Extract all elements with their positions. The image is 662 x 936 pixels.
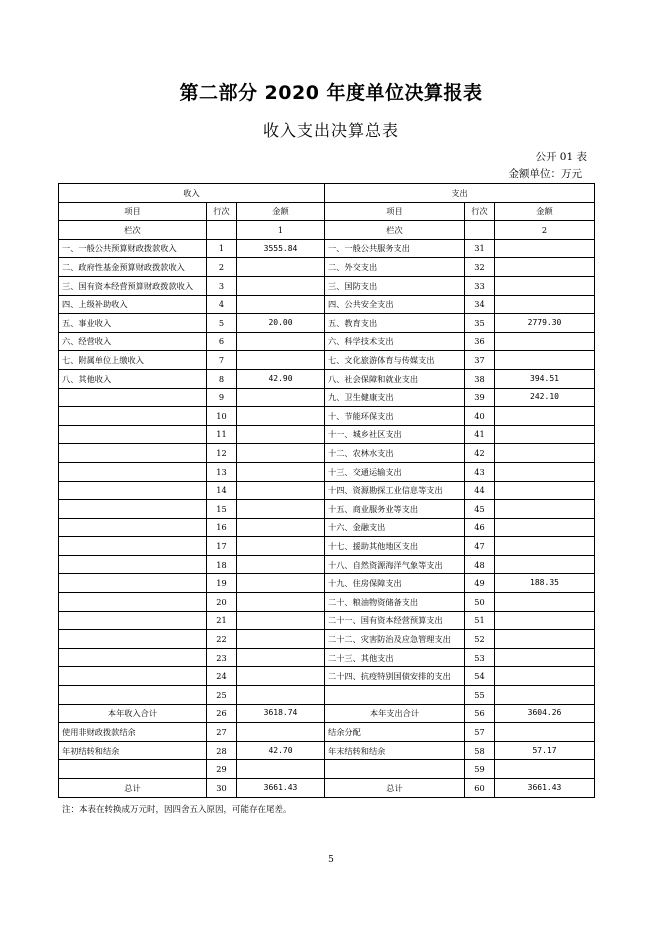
income-amount-cell <box>237 667 325 686</box>
expense-item-cell: 四、公共安全支出 <box>325 295 465 314</box>
income-item-cell: 五、事业收入 <box>59 314 207 333</box>
income-amount-cell <box>237 425 325 444</box>
income-amount-header: 金额 <box>237 202 325 221</box>
expense-amount-cell: 394.51 <box>495 369 595 388</box>
expense-amount-cell <box>495 481 595 500</box>
expense-item-cell: 五、教育支出 <box>325 314 465 333</box>
expense-item-cell: 二、外交支出 <box>325 258 465 277</box>
expense-amount-cell <box>495 760 595 779</box>
table-row <box>59 276 595 295</box>
expense-line-cell: 56 <box>465 704 495 723</box>
expense-item-cell: 年末结转和结余 <box>325 741 465 760</box>
column-number-row <box>59 221 595 240</box>
income-amount-cell <box>237 258 325 277</box>
income-item-cell <box>59 407 207 426</box>
expense-amount-cell <box>495 295 595 314</box>
income-line-cell: 1 <box>207 239 237 258</box>
income-amount-cell <box>237 574 325 593</box>
income-item-cell <box>59 630 207 649</box>
income-item-cell: 一、一般公共预算财政拨款收入 <box>59 239 207 258</box>
income-column-label: 栏次 <box>59 221 207 240</box>
table-row <box>59 704 595 723</box>
expense-line-cell: 50 <box>465 593 495 612</box>
expense-line-cell: 40 <box>465 407 495 426</box>
expense-line-cell: 44 <box>465 481 495 500</box>
income-amount-cell <box>237 630 325 649</box>
income-amount-cell <box>237 611 325 630</box>
expense-amount-cell <box>495 351 595 370</box>
income-item-cell: 八、其他收入 <box>59 369 207 388</box>
expense-line-cell: 55 <box>465 686 495 705</box>
income-line-cell: 3 <box>207 276 237 295</box>
expense-line-header: 行次 <box>465 202 495 221</box>
income-item-cell <box>59 555 207 574</box>
expense-item-cell: 十一、城乡社区支出 <box>325 425 465 444</box>
table-row <box>59 741 595 760</box>
table-row <box>59 667 595 686</box>
expense-line-cell: 32 <box>465 258 495 277</box>
income-item-cell <box>59 481 207 500</box>
expense-line-cell: 39 <box>465 388 495 407</box>
expense-line-cell: 36 <box>465 332 495 351</box>
table-row <box>59 760 595 779</box>
expense-line-cell: 35 <box>465 314 495 333</box>
income-item-cell: 六、经营收入 <box>59 332 207 351</box>
expense-item-cell: 十四、资源勘探工业信息等支出 <box>325 481 465 500</box>
expense-line-cell: 52 <box>465 630 495 649</box>
expense-item-cell: 二十四、抗疫特别国债安排的支出 <box>325 667 465 686</box>
table-row <box>59 648 595 667</box>
expense-amount-header: 金额 <box>495 202 595 221</box>
income-line-cell: 6 <box>207 332 237 351</box>
income-line-cell: 26 <box>207 704 237 723</box>
expense-item-cell: 本年支出合计 <box>325 704 465 723</box>
expense-amount-cell <box>495 462 595 481</box>
income-item-cell <box>59 462 207 481</box>
expense-item-cell: 一、一般公共服务支出 <box>325 239 465 258</box>
expense-line-cell: 37 <box>465 351 495 370</box>
table-row <box>59 779 595 798</box>
income-item-cell <box>59 444 207 463</box>
income-line-cell: 22 <box>207 630 237 649</box>
income-expense-table <box>58 183 595 798</box>
table-row <box>59 388 595 407</box>
income-amount-cell <box>237 686 325 705</box>
income-item-cell: 总计 <box>59 779 207 798</box>
income-line-cell: 9 <box>207 388 237 407</box>
income-line-cell: 11 <box>207 425 237 444</box>
table-row <box>59 518 595 537</box>
expense-item-cell: 二十三、其他支出 <box>325 648 465 667</box>
income-item-cell: 三、国有资本经营预算财政拨款收入 <box>59 276 207 295</box>
expense-column-number: 2 <box>495 221 595 240</box>
table-row <box>59 593 595 612</box>
income-amount-cell: 3618.74 <box>237 704 325 723</box>
income-line-cell: 16 <box>207 518 237 537</box>
expense-header: 支出 <box>325 184 595 203</box>
table-row <box>59 351 595 370</box>
income-line-cell: 7 <box>207 351 237 370</box>
income-item-cell <box>59 518 207 537</box>
expense-item-cell <box>325 760 465 779</box>
table-row <box>59 686 595 705</box>
expense-item-cell: 十七、援助其他地区支出 <box>325 537 465 556</box>
income-line-cell: 21 <box>207 611 237 630</box>
expense-amount-cell <box>495 444 595 463</box>
income-amount-cell <box>237 462 325 481</box>
expense-item-cell: 二十一、国有资本经营预算支出 <box>325 611 465 630</box>
income-amount-cell <box>237 555 325 574</box>
column-header-row <box>59 202 595 221</box>
expense-amount-cell <box>495 518 595 537</box>
table-row <box>59 574 595 593</box>
expense-line-cell: 48 <box>465 555 495 574</box>
expense-amount-cell <box>495 648 595 667</box>
income-amount-cell: 20.00 <box>237 314 325 333</box>
income-line-cell: 10 <box>207 407 237 426</box>
expense-line-cell: 57 <box>465 723 495 742</box>
income-item-cell <box>59 648 207 667</box>
income-item-cell <box>59 686 207 705</box>
income-line-cell: 28 <box>207 741 237 760</box>
income-amount-cell <box>237 332 325 351</box>
income-amount-cell <box>237 276 325 295</box>
expense-line-cell: 43 <box>465 462 495 481</box>
expense-item-header: 项目 <box>325 202 465 221</box>
expense-item-cell: 九、卫生健康支出 <box>325 388 465 407</box>
income-line-cell: 29 <box>207 760 237 779</box>
table-row <box>59 723 595 742</box>
expense-amount-cell: 2779.30 <box>495 314 595 333</box>
expense-amount-cell <box>495 258 595 277</box>
expense-item-cell: 三、国防支出 <box>325 276 465 295</box>
income-amount-cell <box>237 295 325 314</box>
income-line-cell: 14 <box>207 481 237 500</box>
table-row <box>59 407 595 426</box>
table-row <box>59 239 595 258</box>
expense-line-cell: 54 <box>465 667 495 686</box>
table-row <box>59 462 595 481</box>
expense-item-cell: 结余分配 <box>325 723 465 742</box>
income-line-cell: 15 <box>207 500 237 519</box>
income-amount-cell: 42.90 <box>237 369 325 388</box>
expense-item-cell: 十六、金融支出 <box>325 518 465 537</box>
income-item-cell <box>59 574 207 593</box>
income-line-cell: 30 <box>207 779 237 798</box>
expense-amount-cell <box>495 593 595 612</box>
income-item-header: 项目 <box>59 202 207 221</box>
expense-line-cell: 51 <box>465 611 495 630</box>
empty-cell <box>207 221 237 240</box>
table-row <box>59 295 595 314</box>
expense-amount-cell: 188.35 <box>495 574 595 593</box>
income-column-number: 1 <box>237 221 325 240</box>
income-item-cell <box>59 611 207 630</box>
empty-cell <box>465 221 495 240</box>
expense-amount-cell: 242.10 <box>495 388 595 407</box>
expense-item-cell: 十五、商业服务业等支出 <box>325 500 465 519</box>
income-line-cell: 24 <box>207 667 237 686</box>
table-row <box>59 555 595 574</box>
expense-amount-cell <box>495 425 595 444</box>
expense-line-cell: 38 <box>465 369 495 388</box>
income-item-cell: 四、上级补助收入 <box>59 295 207 314</box>
expense-line-cell: 33 <box>465 276 495 295</box>
income-amount-cell <box>237 593 325 612</box>
income-item-cell <box>59 760 207 779</box>
income-line-cell: 17 <box>207 537 237 556</box>
income-line-cell: 5 <box>207 314 237 333</box>
table-row <box>59 611 595 630</box>
table-row <box>59 500 595 519</box>
income-amount-cell <box>237 760 325 779</box>
expense-amount-cell <box>495 239 595 258</box>
expense-item-cell: 十三、交通运输支出 <box>325 462 465 481</box>
income-line-cell: 20 <box>207 593 237 612</box>
expense-item-cell <box>325 686 465 705</box>
income-item-cell: 七、附属单位上缴收入 <box>59 351 207 370</box>
expense-item-cell: 总计 <box>325 779 465 798</box>
page-title: 第二部分 2020 年度单位决算报表 <box>179 82 483 104</box>
expense-item-cell: 十九、住房保障支出 <box>325 574 465 593</box>
income-header: 收入 <box>59 184 325 203</box>
income-amount-cell <box>237 444 325 463</box>
income-line-cell: 8 <box>207 369 237 388</box>
amount-unit: 金额单位：万元 <box>508 168 582 180</box>
income-line-cell: 25 <box>207 686 237 705</box>
income-item-cell <box>59 593 207 612</box>
income-item-cell <box>59 388 207 407</box>
table-row <box>59 369 595 388</box>
income-amount-cell <box>237 723 325 742</box>
table-row <box>59 258 595 277</box>
expense-amount-cell <box>495 500 595 519</box>
income-line-cell: 19 <box>207 574 237 593</box>
income-line-cell: 12 <box>207 444 237 463</box>
expense-item-cell: 七、文化旅游体育与传媒支出 <box>325 351 465 370</box>
table-row <box>59 425 595 444</box>
income-amount-cell: 3661.43 <box>237 779 325 798</box>
income-line-cell: 13 <box>207 462 237 481</box>
income-line-cell: 2 <box>207 258 237 277</box>
table-code: 公开 01 表 <box>535 151 587 163</box>
footnote: 注：本表在转换成万元时，因四舍五入原因，可能存在尾差。 <box>62 805 292 815</box>
expense-line-cell: 46 <box>465 518 495 537</box>
income-amount-cell <box>237 648 325 667</box>
expense-amount-cell <box>495 667 595 686</box>
income-amount-cell: 42.70 <box>237 741 325 760</box>
income-amount-cell <box>237 518 325 537</box>
table-row <box>59 314 595 333</box>
income-item-cell <box>59 667 207 686</box>
income-line-header: 行次 <box>207 202 237 221</box>
income-amount-cell <box>237 481 325 500</box>
expense-amount-cell: 3604.26 <box>495 704 595 723</box>
report-subtitle: 收入支出决算总表 <box>262 121 399 140</box>
expense-amount-cell <box>495 537 595 556</box>
expense-item-cell: 八、社会保障和就业支出 <box>325 369 465 388</box>
income-item-cell: 二、政府性基金预算财政拨款收入 <box>59 258 207 277</box>
expense-line-cell: 58 <box>465 741 495 760</box>
expense-line-cell: 59 <box>465 760 495 779</box>
income-amount-cell <box>237 407 325 426</box>
income-line-cell: 18 <box>207 555 237 574</box>
income-item-cell: 年初结转和结余 <box>59 741 207 760</box>
expense-item-cell: 二十二、灾害防治及应急管理支出 <box>325 630 465 649</box>
expense-column-label: 栏次 <box>325 221 465 240</box>
expense-amount-cell <box>495 555 595 574</box>
income-amount-cell: 3555.84 <box>237 239 325 258</box>
expense-line-cell: 53 <box>465 648 495 667</box>
income-amount-cell <box>237 388 325 407</box>
expense-item-cell: 二十、粮油物资储备支出 <box>325 593 465 612</box>
income-item-cell <box>59 537 207 556</box>
page-number: 5 <box>328 855 334 865</box>
expense-amount-cell <box>495 686 595 705</box>
income-amount-cell <box>237 351 325 370</box>
expense-amount-cell <box>495 630 595 649</box>
expense-amount-cell <box>495 276 595 295</box>
expense-amount-cell <box>495 723 595 742</box>
expense-amount-cell <box>495 332 595 351</box>
expense-line-cell: 60 <box>465 779 495 798</box>
expense-line-cell: 42 <box>465 444 495 463</box>
income-line-cell: 23 <box>207 648 237 667</box>
table-row <box>59 332 595 351</box>
expense-item-cell: 十八、自然资源海洋气象等支出 <box>325 555 465 574</box>
table-row <box>59 630 595 649</box>
expense-amount-cell: 3661.43 <box>495 779 595 798</box>
expense-line-cell: 47 <box>465 537 495 556</box>
expense-line-cell: 41 <box>465 425 495 444</box>
expense-line-cell: 34 <box>465 295 495 314</box>
expense-amount-cell <box>495 407 595 426</box>
table-row <box>59 481 595 500</box>
expense-line-cell: 45 <box>465 500 495 519</box>
expense-item-cell: 六、科学技术支出 <box>325 332 465 351</box>
income-amount-cell <box>237 500 325 519</box>
income-line-cell: 4 <box>207 295 237 314</box>
expense-amount-cell <box>495 611 595 630</box>
section-header-row <box>59 184 595 203</box>
income-item-cell <box>59 425 207 444</box>
expense-line-cell: 49 <box>465 574 495 593</box>
expense-line-cell: 31 <box>465 239 495 258</box>
income-item-cell <box>59 500 207 519</box>
income-amount-cell <box>237 537 325 556</box>
expense-item-cell: 十、节能环保支出 <box>325 407 465 426</box>
income-item-cell: 本年收入合计 <box>59 704 207 723</box>
expense-amount-cell: 57.17 <box>495 741 595 760</box>
expense-item-cell: 十二、农林水支出 <box>325 444 465 463</box>
table-row <box>59 537 595 556</box>
income-line-cell: 27 <box>207 723 237 742</box>
table-row <box>59 444 595 463</box>
income-item-cell: 使用非财政拨款结余 <box>59 723 207 742</box>
